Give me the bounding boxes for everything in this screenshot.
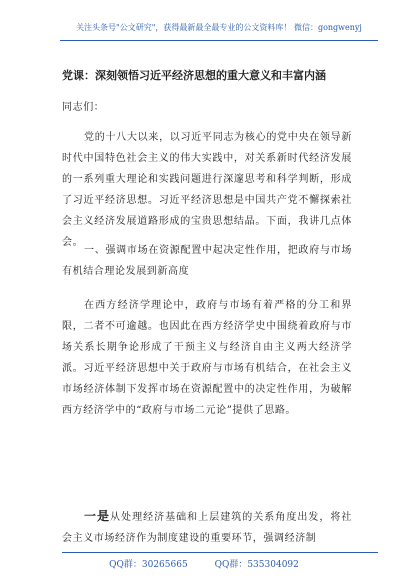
section-heading-1: 一、强调市场在资源配置中起决定性作用，把政府与市场有机结合理论发展到新高度 — [62, 245, 352, 277]
paragraph-first-point — [62, 506, 352, 549]
salutation: 同志们： — [62, 102, 105, 113]
first-point-text: 从处理经济基础和上层建筑的关系角度出发，将社会主义市场经济作为制度建设的重要环节，强调经济制 — [62, 512, 353, 544]
footer-divider — [62, 552, 378, 553]
document-title: 党课：深刻领悟习近平经济思想的重大意义和丰富内涵 — [62, 69, 326, 82]
header-divider — [60, 40, 378, 41]
first-point-lead: 一是 — [84, 509, 111, 523]
paragraph-intro: 党的十八大以来，以习近平同志为核心的党中央在领导新时代中国特色社会主义的伟大实践中，对关系新时代经济发展的一系列重大理论和实践问题进行深邃思考和科学判断，形成了习近平经济思想。习近平经济思想是中国共产党不懈探索社会主义经济发展道路形成的宝贵思想结晶。下面，我讲几点体会。 — [62, 132, 352, 248]
paragraph-market-government: 在西方经济学理论中，政府与市场有着严格的分工和界限，二者不可逾越。也因此在西方经济学史中围绕着政府与市场关系长期争论形成了干预主义与经济自由主义两大经济学派。习近平经济思想中关于政府与市场有机结合，在社会主义市场经济体制下发挥市场在资源配置中的决定性作用，为破解西方经济学中的“政府与市场二元论”提供了思路。 — [62, 300, 352, 416]
footer-qq-group-1: QQ群：30265665 — [109, 560, 188, 570]
page-footer — [0, 557, 408, 570]
page-header: 关注头条号"公文研究"，获得最新最全最专业的公文资料库！ 微信：gongwenyj — [76, 23, 362, 32]
footer-qq-group-2: QQ群：535304092 — [214, 560, 299, 570]
